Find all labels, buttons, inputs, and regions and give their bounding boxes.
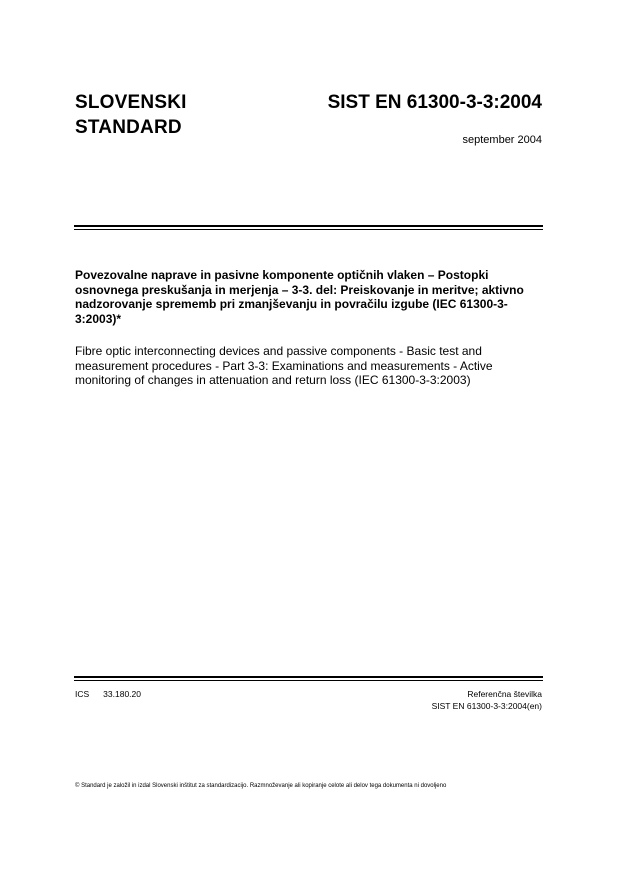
bottom-divider-thick-line <box>74 676 543 678</box>
reference-label: Referenčna številka <box>467 689 542 699</box>
copyright-notice: © Standard je založil in izdal Slovenski inštitut za standardizacijo. Razmnoževanje ali kopiranje celote ali delov tega dokumenta ni dovoljeno <box>75 783 447 789</box>
standard-type-line1: SLOVENSKI <box>75 92 187 113</box>
standard-type-label <box>75 90 187 140</box>
ics-label: ICS <box>75 689 90 699</box>
standard-number: SIST EN 61300-3-3:2004 <box>327 92 542 113</box>
bottom-divider <box>74 676 543 681</box>
ics-classification <box>75 689 141 700</box>
reference-block <box>432 689 542 712</box>
ics-code: 33.180.20 <box>103 689 141 699</box>
bottom-divider-thin-line <box>74 680 543 681</box>
top-divider-thick-line <box>74 225 543 227</box>
standard-type-line2: STANDARD <box>75 117 182 138</box>
publication-date: september 2004 <box>462 134 542 146</box>
top-divider-thin-line <box>74 229 543 230</box>
title-english: Fibre optic interconnecting devices and passive components - Basic test and measurement procedures - Part 3-3: Examinations and measurements - Active monitoring of changes in attenuation and return loss (IEC 61300-3-3:2003) <box>75 344 493 388</box>
title-slovenian: Povezovalne naprave in pasivne komponente optičnih vlaken – Postopki osnovnega preskušanja in merjenja – 3-3. del: Preiskovanje in meritve; aktivno nadzorovanje sprememb pri zmanjševanju in povračilu izgube (IEC 61300-3-3:2003)* <box>75 268 524 326</box>
reference-number: SIST EN 61300-3-3:2004(en) <box>431 700 542 711</box>
top-divider <box>74 225 543 230</box>
